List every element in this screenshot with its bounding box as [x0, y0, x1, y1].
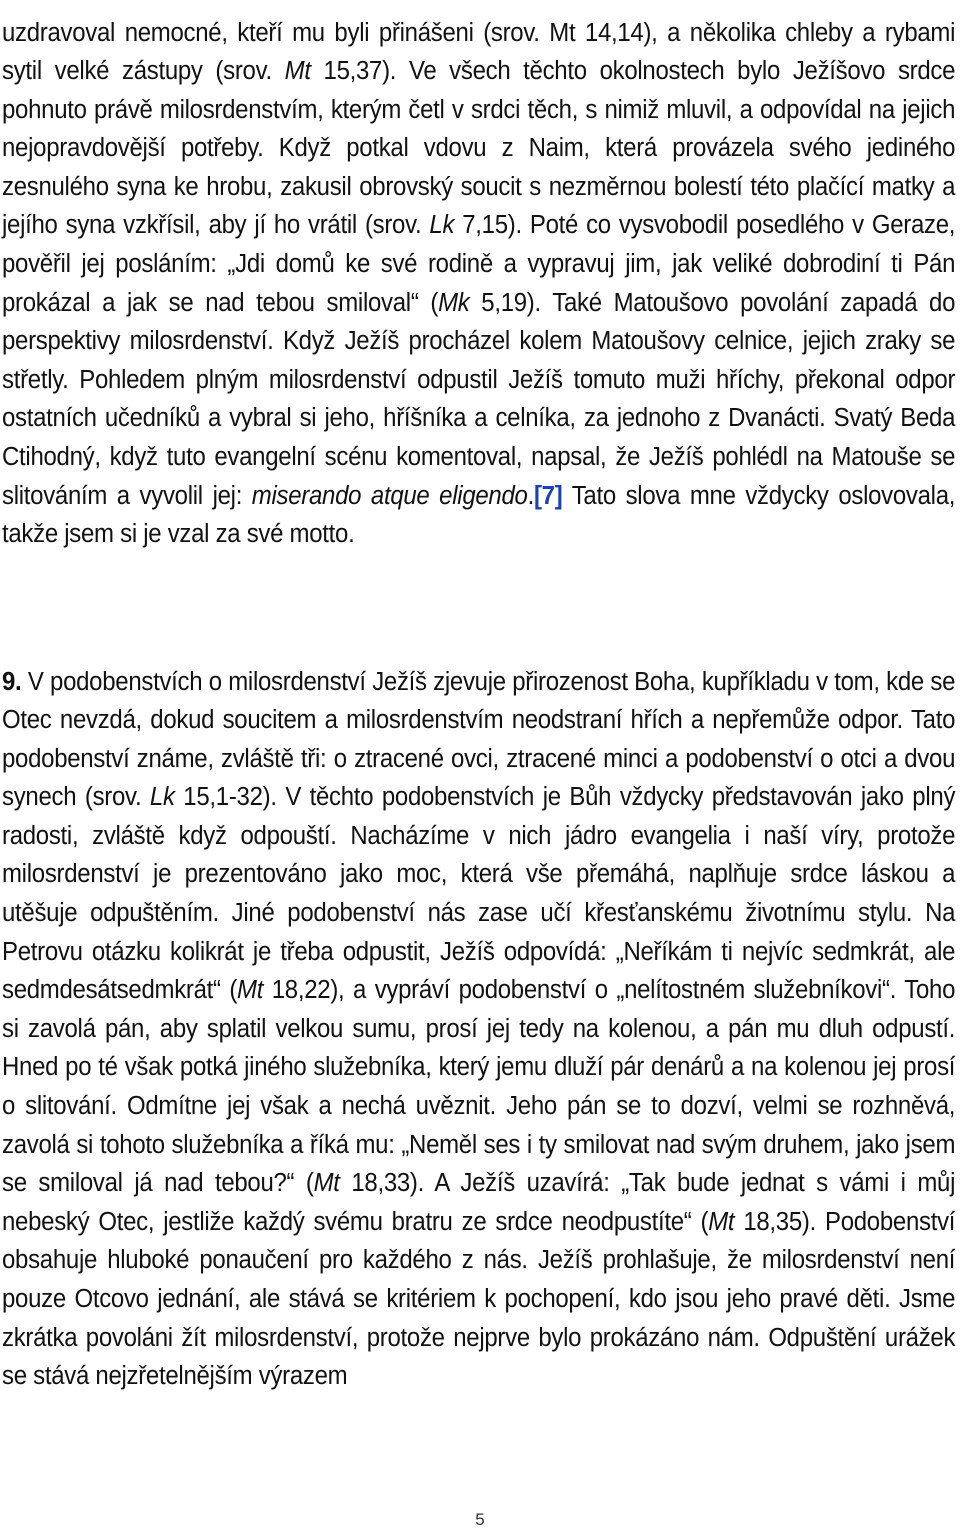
- text-run: 15,37). Ve všech těchto okolnostech bylo Ježíšovo srdce pohnuto právě milosrdenstvím, kterým četl v srdci těch, s nimiž mluvil, a odpovídal na jejich nejopravdovější potřeby. Když potkal vdovu z Naim, která provázela svého jediného zesnulého syna ke hrobu, zakusil obrovský soucit s nezměrnou bolestí této plačící matky a jejího syna vzkřísil, aby jí ho vrátil (srov.: [2, 57, 956, 240]
- bible-reference: Mt: [708, 1207, 735, 1236]
- text-run: uzdravoval nemocné, kteří mu byli přinášeni (srov. Mt 14,14), a několika chleby a rybami sytil velké zástupy (srov.: [2, 18, 956, 86]
- text-run: 5,19). Také Matoušovo povolání zapadá do perspektivy milosrdenství. Když Ježíš procházel kolem Matoušovy celnice, jejich zraky se střetly. Pohledem plným milosrdenství odpustil Ježíš tomuto muži hříchy, překonal odpor ostatních učedníků a vybral si jeho, hříšníka a celníka, za jednoho z Dvanácti. Svatý Beda Ctihodný, když tuto evangelní scénu komentoval, napsal, že Ježíš pohlédl na Matouše se slitováním a vyvolil jej:: [2, 288, 956, 510]
- text-run: 18,35). Podobenství obsahuje hluboké ponaučení pro každého z nás. Ježíš prohlašuje, že milosrdenství není pouze Otcovo jednání, ale stává se kritériem k pochopení, kdo jsou jeho pravé děti. Jsme zkrátka povoláni žít milosrdenství, protože nejprve bylo prokázáno nám. Odpuštění urážek se stává nejzřetelnějším výrazem: [2, 1207, 956, 1391]
- page-number: 5: [475, 1510, 485, 1529]
- text-run: 7,15). Poté co vysvobodil posedlého v Geraze, pověřil jej posláním: „Jdi domů ke své rodině a vypravuj jim, jak veliké dobrodiní ti Pán prokázal a jak se nad tebou smiloval“ (: [2, 211, 956, 317]
- bible-reference: Lk: [149, 783, 175, 812]
- bible-reference: Mk: [438, 288, 470, 317]
- text-run: 15,1-32). V těchto podobenstvích je Bůh vždycky představován jako plný radosti, zvláště když odpouští. Nacházíme v nich jádro evangelia i naší víry, protože milosrdenství je prezentováno jako moc, která vše přemáhá, naplňuje srdce láskou a utěšuje odpuštěním. Jiné podobenství nás zase učí křesťanskému životnímu stylu. Na Petrovu otázku kolikrát je třeba odpustit, Ježíš odpovídá: „Neříkám ti nejvíc sedmkrát, ale sedmdesátsedmkrát“ (: [2, 783, 956, 1005]
- text-run: Tato slova mne vždycky oslovovala, takže jsem si je vzal za své motto.: [2, 481, 956, 549]
- paragraph-number: 9.: [2, 667, 22, 696]
- bible-reference: Mt: [284, 57, 311, 86]
- paragraph-9: [2, 663, 955, 1396]
- text-run: V podobenstvích o milosrdenství Ježíš zjevuje přirozenost Boha, kupříkladu v tom, kde se Otec nevzdá, dokud soucitem a milosrdenstvím neodstraní hřích a nepřemůže odpor. Tato podobenství známe, zvláště tři: o ztracené ovci, ztracené minci a podobenství o otci a dvou synech (srov.: [2, 667, 956, 812]
- bible-reference: Mt: [237, 976, 264, 1005]
- text-run: 18,22), a vypráví podobenství o „nelítostném služebníkovi“. Toho si zavolá pán, aby splatil velkou sumu, prosí jej tedy na kolenou, a pán mu dluh odpustí. Hned po té však potká jiného služebníka, který jemu dluží pár denárů a na kolenou jej prosí o slitování. Odmítne jej však a nechá uvěznit. Jeho pán se to dozví, velmi se rozhněvá, zavolá si tohoto služebníka a říká mu: „Neměl ses i ty smilovat nad svým druhem, jako jsem se smiloval já nad tebou?“ (: [2, 976, 956, 1198]
- paragraph-8-continuation: [2, 14, 955, 554]
- text-run: 18,33). A Ježíš uzavírá: „Tak bude jednat s vámi i můj nebeský Otec, jestliže každý svému bratru ze srdce neodpustíte“ (: [2, 1169, 956, 1236]
- bible-reference: Lk: [429, 211, 455, 240]
- latin-motto: miserando atque eligendo: [251, 481, 528, 510]
- text-run: .: [527, 481, 534, 510]
- bible-reference: Mt: [313, 1169, 340, 1198]
- footnote-link[interactable]: [7]: [533, 481, 563, 510]
